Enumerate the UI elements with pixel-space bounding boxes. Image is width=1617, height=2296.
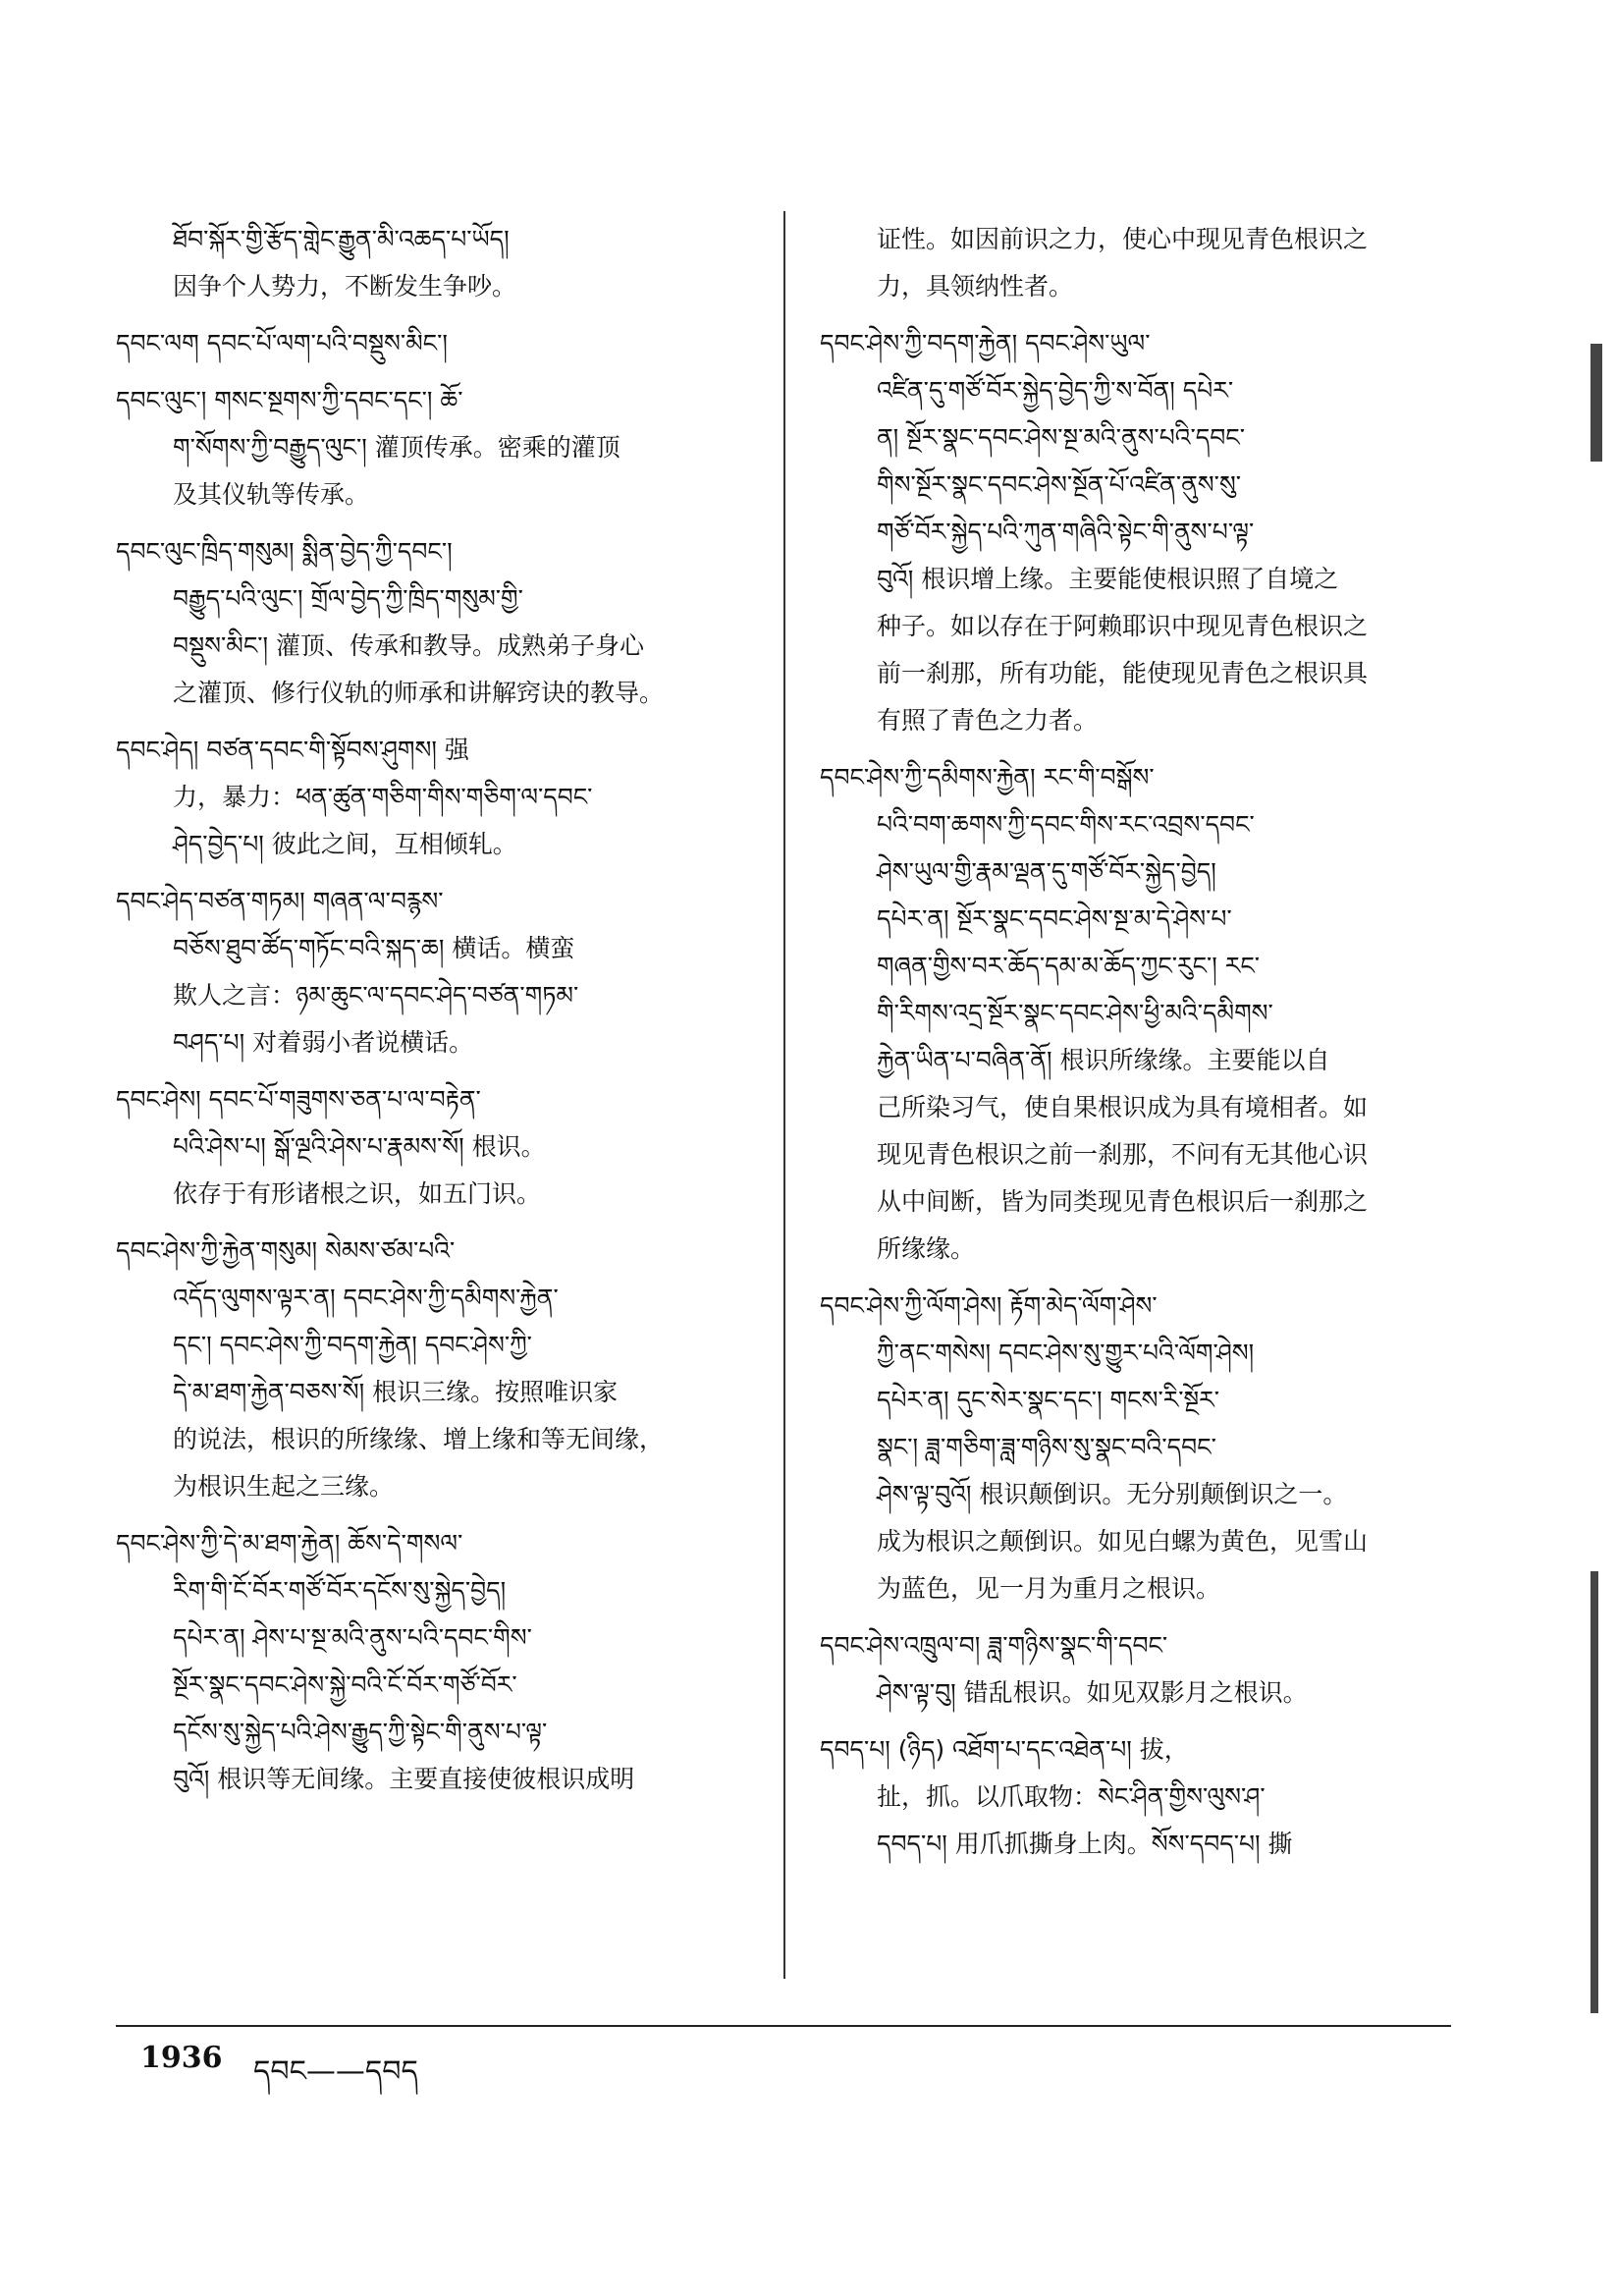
entry-line: 因争个人势力，不断发生争吵。 [173,272,517,301]
entry-line: དབང་ཤེས་ཀྱི་དམིགས་རྐྱེན། རང་གི་བསྒོས་ [820,763,1155,792]
entry-line: བུའོ། 根识增上缘。主要能使根识照了自境之 [877,565,1339,593]
page-number: 1936 [140,2041,223,2075]
left-column [116,216,754,1813]
dictionary-entry [820,1283,1458,1613]
entry-line: གཙོ་བོར་སྐྱེད་པའི་ཀུན་གཞིའི་སྟེང་གི་ནུས་པ་ལྟ་ [877,518,1255,546]
entry-line: 为根识生起之三缘。 [173,1472,395,1501]
entry-line: 成为根识之颠倒识。如见白螺为黄色，见雪山 [877,1527,1369,1556]
dictionary-entry [820,1622,1458,1717]
entry-line: རིག་གི་ངོ་བོར་གཙོ་བོར་དངོས་སུ་སྐྱེད་བྱེད། [173,1576,507,1605]
dictionary-entry [820,1726,1458,1868]
entry-line: དབང་ཤེད། བཙན་དབང་གི་སྟོབས་ཤུགས། 强 [116,736,469,764]
entry-line: པའི་བག་ཆགས་ཀྱི་དབང་གིས་རང་འབྲས་དབང་ [877,810,1255,839]
entry-line: བཤད་པ། 对着弱小者说横话。 [173,1028,474,1057]
entry-line: 所缘缘。 [877,1234,976,1263]
entry-line: 力，具领纳性者。 [877,272,1074,301]
entry-line: དབད་པ། 用爪抓撕身上肉。སོས་དབད་པ། 撕 [877,1830,1293,1858]
entry-line: བུའོ། 根识等无间缘。主要直接使彼根识成明 [173,1765,635,1793]
entry-line: 的说法，根识的所缘缘、增上缘和等无间缘， [173,1425,665,1453]
entry-line: 种子。如以存在于阿赖耶识中现见青色根识之 [877,612,1369,640]
dictionary-entry [116,377,754,519]
column-divider [783,211,785,1979]
entry-line: གིས་སྔོར་སྣང་དབང་ཤེས་སྔོན་པོ་འཛིན་ནུས་སུ་ [877,470,1242,499]
entry-line: དབང་ཤེས་ཀྱི་དེ་མ་ཐག་རྐྱེན། ཆོས་དེ་གསལ་ [116,1529,463,1558]
right-column [820,216,1458,1878]
dictionary-entry [116,1520,754,1803]
entry-line: ཀྱི་ནང་གསེས། དབང་ཤེས་སུ་གྱུར་པའི་ལོག་ཤེས། [877,1339,1255,1367]
entry-line: དབང་ལུང་། གསང་སྔགས་ཀྱི་དབང་དང་། ཆོ་ [116,386,463,414]
entry-line: འདོད་ལུགས་ལྟར་ན། དབང་ཤེས་ཀྱི་དམིགས་རྐྱེན་ [173,1284,559,1312]
footer-rule [116,2025,1451,2027]
entry-line: ག་སོགས་ཀྱི་བརྒྱུད་ལུང་། 灌顶传承。密乘的灌顶 [173,433,620,462]
entry-line: གི་རིགས་འདྲ་སྔོར་སྣང་དབང་ཤེས་ཕྱི་མའི་དམིགས་ [877,999,1273,1027]
entry-line: དངོས་སུ་སྐྱེད་པའི་ཤེས་རྒྱུད་ཀྱི་སྟེང་གི་ནུས་པ་ལྟ་ [173,1718,548,1746]
entry-line: ཤེས་ཡུལ་གྱི་རྣམ་ལྡན་དུ་གཙོ་བོར་སྐྱེད་བྱེད། [877,857,1216,886]
entry-line: དཔེར་ན། ཤེས་པ་སྔ་མའི་ནུས་པའི་དབང་གིས་ [173,1623,532,1652]
entry-line: དབང་ལུང་ཁྲིད་གསུམ། སྨིན་བྱེད་ཀྱི་དབང་། [116,537,453,566]
entry-line: 己所染习气，使自果根识成为具有境相者。如 [877,1093,1369,1121]
entry-line: དེ་མ་ཐག་རྐྱེན་བཅས་སོ། 根识三缘。按照唯识家 [173,1378,619,1406]
dictionary-entry [116,878,754,1066]
entry-line: དབང་ཤེས་ཀྱི་བདག་རྐྱེན། དབང་ཤེས་ཡུལ་ [820,329,1151,357]
entry-line: གཞན་གྱིས་བར་ཆོད་དམ་མ་ཆོད་ཀྱང་རུང་། རང་ [877,952,1260,980]
entry-line: པའི་ཤེས་པ། སྒོ་ལྔའི་ཤེས་པ་རྣམས་སོ། 根识。 [173,1132,546,1161]
entry-line: དཔེར་ན། སྔོར་སྣང་དབང་ཤེས་སྔ་མ་དེ་ཤེས་པ་ [877,904,1232,933]
dictionary-entry [116,727,754,868]
entry-line: དཔེར་ན། དུང་སེར་སྣང་དང་། གངས་རི་སྔོར་ [877,1386,1219,1414]
entry-line: 证性。如因前识之力，使心中现见青色根识之 [877,225,1369,253]
entry-line: དབང་ཤེད་བཙན་གཏམ། གཞན་ལ་བརྙས་ [116,887,444,915]
scan-edge-mark [1590,344,1602,462]
scan-edge-mark [1590,1571,1598,2013]
entry-line: 有照了青色之力者。 [877,706,1099,735]
entry-line: སྔོར་སྣང་དབང་ཤེས་སྐྱེ་བའི་ངོ་བོར་གཙོ་བོར་ [173,1670,517,1699]
entry-line: རྐྱེན་ཡིན་པ་བཞིན་ནོ། 根识所缘缘。主要能以自 [877,1046,1330,1074]
entry-line: 依存于有形诸根之识，如五门识。 [173,1179,542,1208]
entry-line: དབང་ཤེས་འཁྲུལ་བ། ཟླ་གཉིས་སྣང་གི་དབང་ [820,1631,1168,1660]
entry-line: དབང་ཤེས་ཀྱི་རྐྱེན་གསུམ། སེམས་ཙམ་པའི་ [116,1236,456,1265]
dictionary-entry [116,1076,754,1218]
entry-line: 扯，抓。以爪取物：སེང་ཤིན་གྱིས་ལུས་ཤ་ [877,1782,1266,1811]
dictionary-entry [116,1228,754,1510]
dictionary-entry [820,320,1458,744]
entry-line: 前一刹那，所有功能，能使现见青色之根识具 [877,659,1369,687]
entry-line: དབད་པ། (ཉིད) འཐོག་པ་དང་འཐེན་པ། 拔， [820,1735,1189,1764]
entry-line: 及其仪轨等传承。 [173,480,370,509]
entry-line: བརྒྱུད་པའི་ལུང་། གྲོལ་བྱེད་ཀྱི་ཁྲིད་གསུམ་གྱི་ [173,584,523,613]
dictionary-entry [820,216,1458,310]
dictionary-entry [820,754,1458,1273]
entry-line: 欺人之言：ཉམ་ཆུང་ལ་དབང་ཤེད་བཙན་གཏམ་ [173,981,579,1010]
entry-line: ན། སྔོར་སྣང་དབང་ཤེས་སྔ་མའི་ནུས་པའི་དབང་ [877,423,1245,452]
running-head: དབང——དབད [253,2054,418,2089]
entry-line: དབང་ལག དབང་པོ་ལག་པའི་བསྡུས་མིང་། [116,329,448,357]
dictionary-entry [116,216,754,310]
entry-line: བསྡུས་མིང་། 灌顶、传承和教导。成熟弟子身心 [173,631,644,660]
entry-line: འཛིན་དུ་གཙོ་བོར་སྐྱེད་བྱེད་ཀྱི་ས་བོན། དཔེར་ [877,376,1234,405]
entry-line: དབང་ཤེས་ཀྱི་ལོག་ཤེས། རྟོག་མེད་ལོག་ཤེས་ [820,1291,1158,1320]
entry-line: 之灌顶、修行仪轨的师承和讲解窍诀的教导。 [173,679,665,707]
entry-line: ཤེས་ལྟ་བུའོ། 根识颠倒识。无分别颠倒识之一。 [877,1480,1348,1508]
dictionary-entry [116,528,754,717]
entry-line: བཅོས་ཐུབ་ཚོད་གཏོང་བའི་སྐད་ཆ། 横话。横蛮 [173,934,575,962]
dictionary-entry [116,320,754,367]
entry-line: 现见青色根识之前一刹那，不问有无其他心识 [877,1140,1369,1169]
entry-line: 从中间断，皆为同类现见青色根识后一刹那之 [877,1187,1369,1216]
entry-line: སྣང་། ཟླ་གཅིག་ཟླ་གཉིས་སུ་སྣང་བའི་དབང་ [877,1433,1216,1461]
entry-line: ཐོབ་སྐོར་གྱི་རྩོད་གླེང་རྒྱུན་མི་འཆད་པ་ཡོད། [173,225,510,253]
entry-line: 力，暴力：ཕན་ཚུན་གཅིག་གིས་གཅིག་ལ་དབང་ [173,783,593,811]
entry-line: དང་། དབང་ཤེས་ཀྱི་བདག་རྐྱེན། དབང་ཤེས་ཀྱི་ [173,1331,532,1359]
entry-line: ཤེས་ལྟ་བུ། 错乱根识。如见双影月之根识。 [877,1678,1308,1707]
entry-line: 为蓝色，见一月为重月之根识。 [877,1574,1221,1603]
entry-line: ཤེད་བྱེད་པ། 彼此之间，互相倾轧。 [173,830,517,858]
entry-line: དབང་ཤེས། དབང་པོ་གཟུགས་ཅན་པ་ལ་བརྟེན་ [116,1085,481,1114]
